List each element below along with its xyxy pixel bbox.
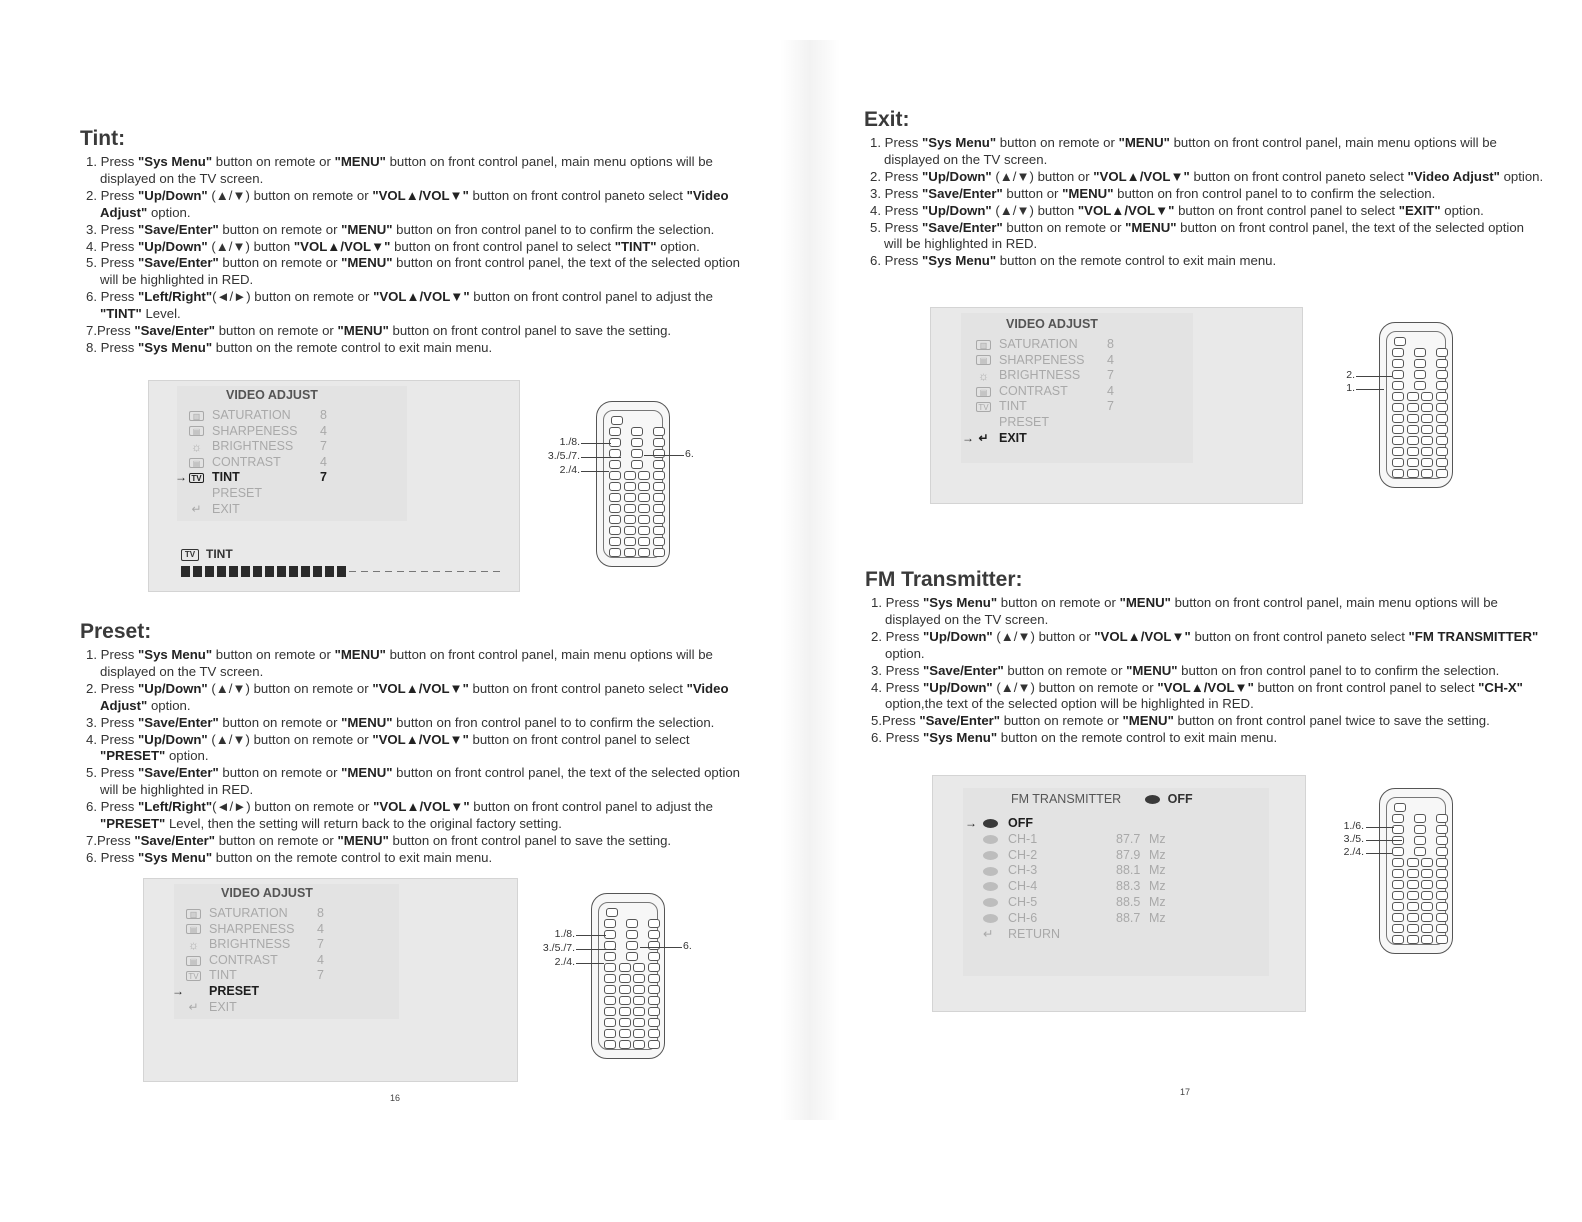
menu-item-saturation[interactable]: ▥ SATURATION 8 — [186, 906, 324, 921]
step-item: 6. Press "Sys Menu" button on the remote control to exit main menu. — [870, 253, 1277, 269]
menu-item-contrast[interactable]: ▤ CONTRAST 4 — [186, 953, 324, 968]
callout-1-6: 1./6. — [1343, 820, 1364, 832]
tint-bar-label: TV TINT — [181, 547, 233, 561]
menu-item-preset[interactable]: PRESET — [212, 486, 263, 500]
radio-icon — [983, 819, 998, 828]
step-item: 2. Press "Up/Down" (▲/▼) button on remote or "VOL▲/VOL▼" button on front control paneto select "Video Adjust" option. — [86, 680, 729, 713]
menu-item-tint[interactable]: TV TINT 7 — [189, 470, 327, 485]
remote-control-image — [596, 401, 670, 567]
radio-icon — [983, 914, 998, 923]
saturation-icon: ▥ — [189, 411, 204, 421]
saturation-icon: ▥ — [186, 909, 201, 919]
contrast-icon: ▤ — [186, 956, 201, 966]
step-item: 2. Press "Up/Down" (▲/▼) button on remote or "VOL▲/VOL▼" button on front control paneto select "Video Adjust" option. — [86, 187, 729, 220]
contrast-icon: ▤ — [189, 458, 204, 468]
step-item: 4. Press "Up/Down" (▲/▼) button "VOL▲/VOL▼" button on front control panel to select "EXIT" option. — [870, 202, 1484, 218]
callout-2-4: 2./4. — [1343, 846, 1364, 858]
exit-steps — [864, 135, 1544, 270]
status-radio-icon — [1145, 795, 1160, 804]
tint-icon: TV — [976, 402, 991, 412]
tint-icon: TV — [186, 971, 201, 981]
step-item: 1. Press "Sys Menu" button on remote or "MENU" button on front control panel, main menu options will be displayed on the TV screen. — [86, 154, 713, 186]
saturation-icon: ▥ — [976, 340, 991, 350]
fm-steps — [865, 595, 1555, 747]
fm-screen — [932, 775, 1306, 1012]
fm-item-ch-3[interactable]: CH-3 88.1 Mz — [983, 863, 1166, 878]
callout-1: 1. — [1346, 382, 1355, 394]
callout-6: 6. — [683, 940, 692, 952]
radio-icon — [983, 851, 998, 860]
exit-screen — [930, 307, 1303, 504]
step-item: 6. Press "Sys Menu" button on the remote control to exit main menu. — [871, 730, 1278, 746]
exit-heading: Exit: — [864, 108, 910, 131]
step-item: 3. Press "Save/Enter" button on remote or "MENU" button on fron control panel to to confirm the selection. — [86, 714, 715, 730]
selection-arrow-icon: → — [172, 984, 184, 998]
step-item: 1. Press "Sys Menu" button on remote or "MENU" button on front control panel, main menu options will be displayed on the TV screen. — [870, 135, 1497, 167]
return-icon: ↵ — [983, 926, 994, 941]
callout-2: 2. — [1346, 369, 1355, 381]
menu-item-preset[interactable]: PRESET — [209, 984, 260, 998]
menu-item-sharpeness[interactable]: ▤ SHARPENESS 4 — [189, 424, 327, 439]
preset-screen — [143, 878, 518, 1082]
callout-6: 6. — [685, 448, 694, 460]
fm-menu-title: FM TRANSMITTER OFF — [1011, 792, 1193, 806]
return-icon: ↵ — [188, 1000, 199, 1015]
menu-item-sharpeness[interactable]: ▤ SHARPENESS 4 — [186, 922, 324, 937]
menu-item-brightness[interactable]: ☼ BRIGHTNESS 7 — [978, 368, 1114, 383]
callout-2-4: 2./4. — [554, 956, 575, 968]
fm-item-ch-4[interactable]: CH-4 88.3 Mz — [983, 879, 1166, 894]
step-item: 2. Press "Up/Down" (▲/▼) button or "VOL▲/VOL▼" button on front control paneto select "FM TRANSMITTER" option. — [871, 628, 1539, 661]
menu-item-exit[interactable]: ↵ EXIT — [186, 1000, 317, 1015]
preset-steps — [80, 647, 750, 867]
remote-control-image — [591, 893, 665, 1059]
left-page — [0, 0, 790, 1222]
menu-item-preset[interactable]: PRESET — [999, 415, 1050, 429]
menu-item-tint[interactable]: TV TINT 7 — [186, 968, 324, 983]
tint-icon: TV — [181, 549, 199, 561]
callout-2-4: 2./4. — [559, 464, 580, 476]
fm-heading: FM Transmitter: — [865, 568, 1023, 591]
step-item: 3. Press "Save/Enter" button on remote or "MENU" button on fron control panel to to confirm the selection. — [871, 662, 1500, 678]
sharpeness-icon: ▤ — [976, 355, 991, 365]
step-item: 5.Press "Save/Enter" button on remote or "MENU" button on front control panel twice to save the setting. — [871, 713, 1490, 729]
preset-section — [80, 620, 750, 867]
callout-1-8: 1./8. — [554, 928, 575, 940]
step-item: 5. Press "Save/Enter" button on remote or "MENU" button on front control panel, the text of the selected option will be highlighted in RED. — [870, 219, 1525, 252]
tint-steps — [80, 154, 750, 357]
callout-3-5-7: 3./5./7. — [542, 942, 575, 954]
menu-item-tint[interactable]: TV TINT 7 — [976, 399, 1114, 414]
remote-control-image — [1379, 788, 1453, 954]
menu-item-brightness[interactable]: ☼ BRIGHTNESS 7 — [191, 439, 327, 454]
menu-title: VIDEO ADJUST — [221, 886, 313, 900]
step-item: 5. Press "Save/Enter" button on remote or "MENU" button on front control panel, the text of the selected option will be highlighted in RED. — [86, 765, 741, 798]
brightness-icon: ☼ — [191, 439, 202, 454]
callout-1-8: 1./8. — [559, 436, 580, 448]
fm-item-off[interactable]: OFF — [983, 816, 1149, 831]
selection-arrow-icon: → — [175, 470, 187, 485]
right-page — [790, 0, 1582, 1222]
fm-item-ch-1[interactable]: CH-1 87.7 Mz — [983, 832, 1166, 847]
selection-arrow-icon: → — [965, 816, 977, 830]
step-item: 7.Press "Save/Enter" button on remote or "MENU" button on front control panel to save the setting. — [86, 323, 672, 339]
radio-icon — [983, 898, 998, 907]
fm-transmitter-section — [865, 568, 1555, 747]
radio-icon — [983, 882, 998, 891]
radio-icon — [983, 867, 998, 876]
step-item: 6. Press "Left/Right"(◄/►) button on remote or "VOL▲/VOL▼" button on front control panel to adjust the "PRESET" Level, then the setting will return back to the original factory setting. — [86, 799, 713, 832]
menu-title: VIDEO ADJUST — [1006, 317, 1098, 331]
brightness-icon: ☼ — [978, 368, 989, 383]
step-item: 6. Press "Sys Menu" button on the remote control to exit main menu. — [86, 849, 493, 865]
menu-item-contrast[interactable]: ▤ CONTRAST 4 — [189, 455, 327, 470]
radio-icon — [983, 835, 998, 844]
sharpeness-icon: ▤ — [186, 924, 201, 934]
tint-heading: Tint: — [80, 127, 126, 150]
step-item: 4. Press "Up/Down" (▲/▼) button on remote or "VOL▲/VOL▼" button on front control panel to select "CH-X" option,the text of the selected option will be highlighted in RED. — [871, 679, 1523, 712]
menu-item-exit[interactable]: ↵ EXIT — [189, 502, 320, 517]
menu-item-brightness[interactable]: ☼ BRIGHTNESS 7 — [188, 937, 324, 952]
page-number: 17 — [1180, 1087, 1191, 1097]
contrast-icon: ▤ — [976, 387, 991, 397]
exit-section — [864, 108, 1544, 270]
menu-item-saturation[interactable]: ▥ SATURATION 8 — [189, 408, 327, 423]
menu-item-saturation[interactable]: ▥ SATURATION 8 — [976, 337, 1114, 352]
brightness-icon: ☼ — [188, 937, 199, 952]
page-number: 16 — [390, 1093, 401, 1103]
tint-level-bar — [181, 566, 505, 577]
step-item: 4. Press "Up/Down" (▲/▼) button "VOL▲/VOL▼" button on front control panel to select "TINT" option. — [86, 238, 700, 254]
step-item: 1. Press "Sys Menu" button on remote or "MENU" button on front control panel, main menu options will be displayed on the TV screen. — [86, 647, 713, 679]
step-item: 3. Press "Save/Enter" button or "MENU" button on fron control panel to to confirm the selection. — [870, 185, 1436, 201]
step-item: 4. Press "Up/Down" (▲/▼) button on remote or "VOL▲/VOL▼" button on front control panel to select "PRESET" option. — [86, 731, 690, 764]
tint-icon: TV — [189, 473, 204, 483]
selection-arrow-icon: → — [962, 430, 974, 445]
step-item: 3. Press "Save/Enter" button on remote or "MENU" button on fron control panel to to confirm the selection. — [86, 221, 715, 237]
fm-item-return[interactable]: ↵ RETURN — [983, 926, 1061, 941]
callout-3-5-7: 3./5./7. — [547, 450, 580, 462]
remote-control-image — [1379, 322, 1453, 488]
step-item: 6. Press "Left/Right"(◄/►) button on remote or "VOL▲/VOL▼" button on front control panel to adjust the "TINT" Level. — [86, 289, 713, 322]
tint-section — [80, 127, 750, 357]
step-item: 1. Press "Sys Menu" button on remote or "MENU" button on front control panel, main menu options will be displayed on the TV screen. — [871, 595, 1498, 627]
step-item: 7.Press "Save/Enter" button on remote or "MENU" button on front control panel to save the setting. — [86, 832, 672, 848]
step-item: 8. Press "Sys Menu" button on the remote control to exit main menu. — [86, 339, 493, 355]
preset-heading: Preset: — [80, 620, 152, 643]
fm-item-ch-2[interactable]: CH-2 87.9 Mz — [983, 848, 1166, 863]
menu-title: VIDEO ADJUST — [226, 388, 318, 402]
return-icon: ↵ — [191, 502, 202, 517]
step-item: 5. Press "Save/Enter" button on remote or "MENU" button on front control panel, the text of the selected option will be highlighted in RED. — [86, 255, 741, 288]
menu-item-contrast[interactable]: ▤ CONTRAST 4 — [976, 384, 1114, 399]
menu-item-exit[interactable]: ↵ EXIT — [976, 431, 1107, 446]
fm-item-ch-5[interactable]: CH-5 88.5 Mz — [983, 895, 1166, 910]
return-icon: ↵ — [978, 431, 989, 446]
tint-screen — [148, 380, 520, 592]
sharpeness-icon: ▤ — [189, 426, 204, 436]
menu-item-sharpeness[interactable]: ▤ SHARPENESS 4 — [976, 353, 1114, 368]
callout-3-5: 3./5. — [1343, 833, 1364, 845]
fm-item-ch-6[interactable]: CH-6 88.7 Mz — [983, 911, 1166, 926]
step-item: 2. Press "Up/Down" (▲/▼) button or "VOL▲/VOL▼" button on front control paneto select "Video Adjust" option. — [870, 168, 1544, 184]
